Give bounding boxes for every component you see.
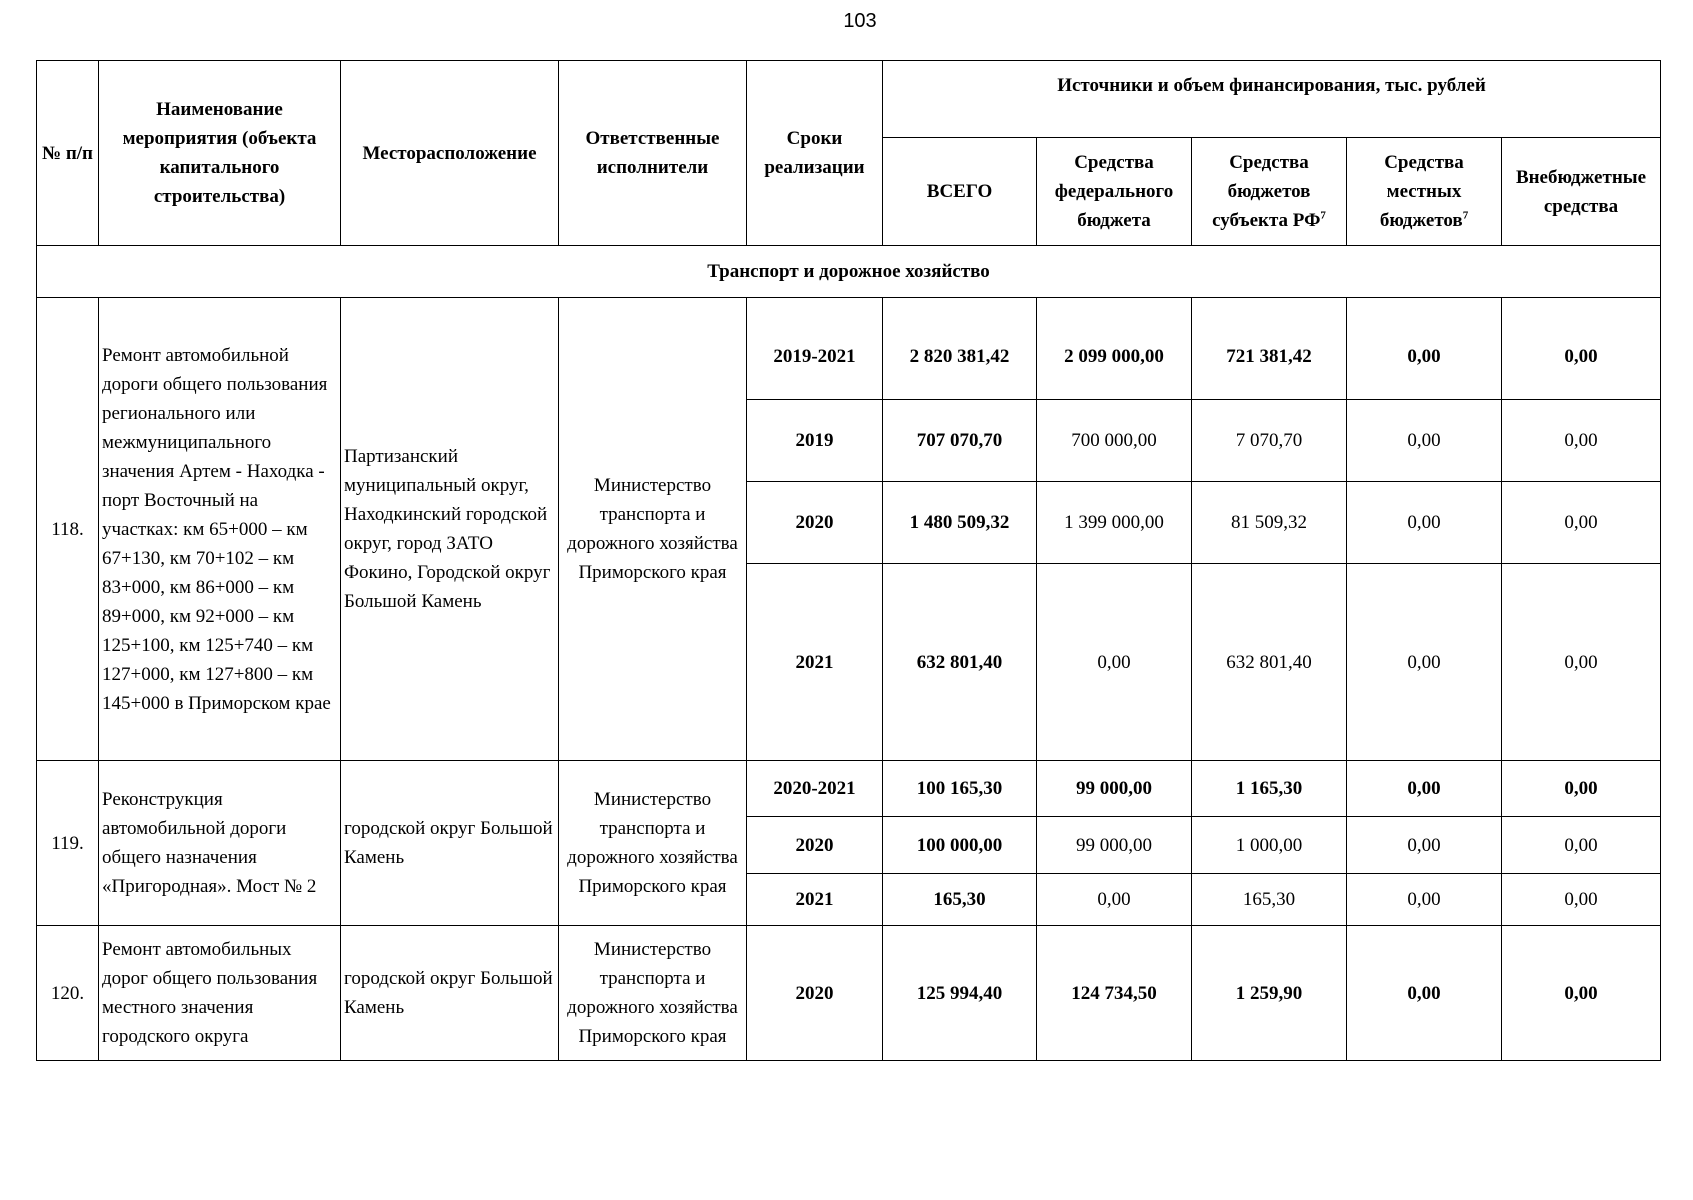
local-value: 0,00 [1347, 761, 1502, 817]
local-value: 0,00 [1347, 926, 1502, 1061]
event-name: Ремонт автомобильных дорог общего пользования местного значения городского округа [99, 926, 341, 1061]
row-number: 118. [37, 298, 99, 761]
total-value: 707 070,70 [883, 400, 1037, 482]
total-value: 125 994,40 [883, 926, 1037, 1061]
total-value: 2 820 381,42 [883, 298, 1037, 400]
table-row [37, 926, 1661, 1061]
header-num: № п/п [37, 61, 99, 246]
extra-value: 0,00 [1502, 298, 1661, 400]
header-regional: Средства бюджетов субъекта $РФ^7$ [1192, 138, 1347, 246]
total-value: 632 801,40 [883, 564, 1037, 761]
extra-value: 0,00 [1502, 817, 1661, 874]
period: 2021 [747, 564, 883, 761]
extra-value: 0,00 [1502, 482, 1661, 564]
page-number: 103 [843, 10, 877, 32]
table-row [37, 298, 1661, 400]
period: 2019 [747, 400, 883, 482]
period: 2020 [747, 482, 883, 564]
header-location: Месторасположение [341, 61, 559, 246]
financing-table [36, 60, 1661, 1061]
header-federal: Средства федерального бюджета [1037, 138, 1192, 246]
period: 2020 [747, 926, 883, 1061]
federal-value: 1 399 000,00 [1037, 482, 1192, 564]
header-responsible: Ответственные исполнители [559, 61, 747, 246]
location: городской округ Большой Камень [341, 761, 559, 926]
total-value: 100 165,30 [883, 761, 1037, 817]
period: 2019-2021 [747, 298, 883, 400]
period: 2020 [747, 817, 883, 874]
responsible: Министерство транспорта и дорожного хозяйства Приморского края [559, 298, 747, 761]
federal-value: 99 000,00 [1037, 817, 1192, 874]
local-value: 0,00 [1347, 482, 1502, 564]
local-value: 0,00 [1347, 874, 1502, 926]
event-name: Ремонт автомобильной дороги общего пользования регионального или межмуниципального значения Артем - Находка - порт Восточный на участках: км 65+000 – км 67+130, км 70+102 – км 83+000, км 86+000 – км 89+000, км 92+000 – км 125+100, км 125+740 – км 127+000, км 127+800 – км 145+000 в Приморском крае [99, 298, 341, 761]
period: 2021 [747, 874, 883, 926]
extra-value: 0,00 [1502, 761, 1661, 817]
header-financing: Источники и объем финансирования, тыс. рублей [883, 61, 1661, 138]
regional-value: 1 000,00 [1192, 817, 1347, 874]
federal-value: 0,00 [1037, 564, 1192, 761]
total-value: 165,30 [883, 874, 1037, 926]
responsible: Министерство транспорта и дорожного хозяйства Приморского края [559, 926, 747, 1061]
event-name: Реконструкция автомобильной дороги общего назначения «Пригородная». Мост № 2 [99, 761, 341, 926]
header-name: Наименование мероприятия (объекта капитального строительства) [99, 61, 341, 246]
federal-value: 124 734,50 [1037, 926, 1192, 1061]
regional-value: 1 165,30 [1192, 761, 1347, 817]
header-period: Сроки реализации [747, 61, 883, 246]
regional-value: 165,30 [1192, 874, 1347, 926]
location: городской округ Большой Камень [341, 926, 559, 1061]
row-number: 119. [37, 761, 99, 926]
header-total: ВСЕГО [883, 138, 1037, 246]
extra-value: 0,00 [1502, 926, 1661, 1061]
regional-value: 721 381,42 [1192, 298, 1347, 400]
row-number: 120. [37, 926, 99, 1061]
federal-value: 99 000,00 [1037, 761, 1192, 817]
period: 2020-2021 [747, 761, 883, 817]
extra-value: 0,00 [1502, 400, 1661, 482]
federal-value: 700 000,00 [1037, 400, 1192, 482]
regional-value: 81 509,32 [1192, 482, 1347, 564]
section-title: Транспорт и дорожное хозяйство [37, 246, 1661, 298]
total-value: 100 000,00 [883, 817, 1037, 874]
regional-value: 7 070,70 [1192, 400, 1347, 482]
local-value: 0,00 [1347, 298, 1502, 400]
extra-value: 0,00 [1502, 874, 1661, 926]
responsible: Министерство транспорта и дорожного хозяйства Приморского края [559, 761, 747, 926]
extra-value: 0,00 [1502, 564, 1661, 761]
regional-value: 1 259,90 [1192, 926, 1347, 1061]
table-row [37, 761, 1661, 817]
regional-value: 632 801,40 [1192, 564, 1347, 761]
local-value: 0,00 [1347, 564, 1502, 761]
location: Партизанский муниципальный округ, Находкинский городской округ, город ЗАТО Фокино, Городской округ Большой Камень [341, 298, 559, 761]
federal-value: 0,00 [1037, 874, 1192, 926]
total-value: 1 480 509,32 [883, 482, 1037, 564]
local-value: 0,00 [1347, 817, 1502, 874]
header-extra: Внебюджетные средства [1502, 138, 1661, 246]
local-value: 0,00 [1347, 400, 1502, 482]
federal-value: 2 099 000,00 [1037, 298, 1192, 400]
header-local: Средства местных бюджетов$^7$ [1347, 138, 1502, 246]
